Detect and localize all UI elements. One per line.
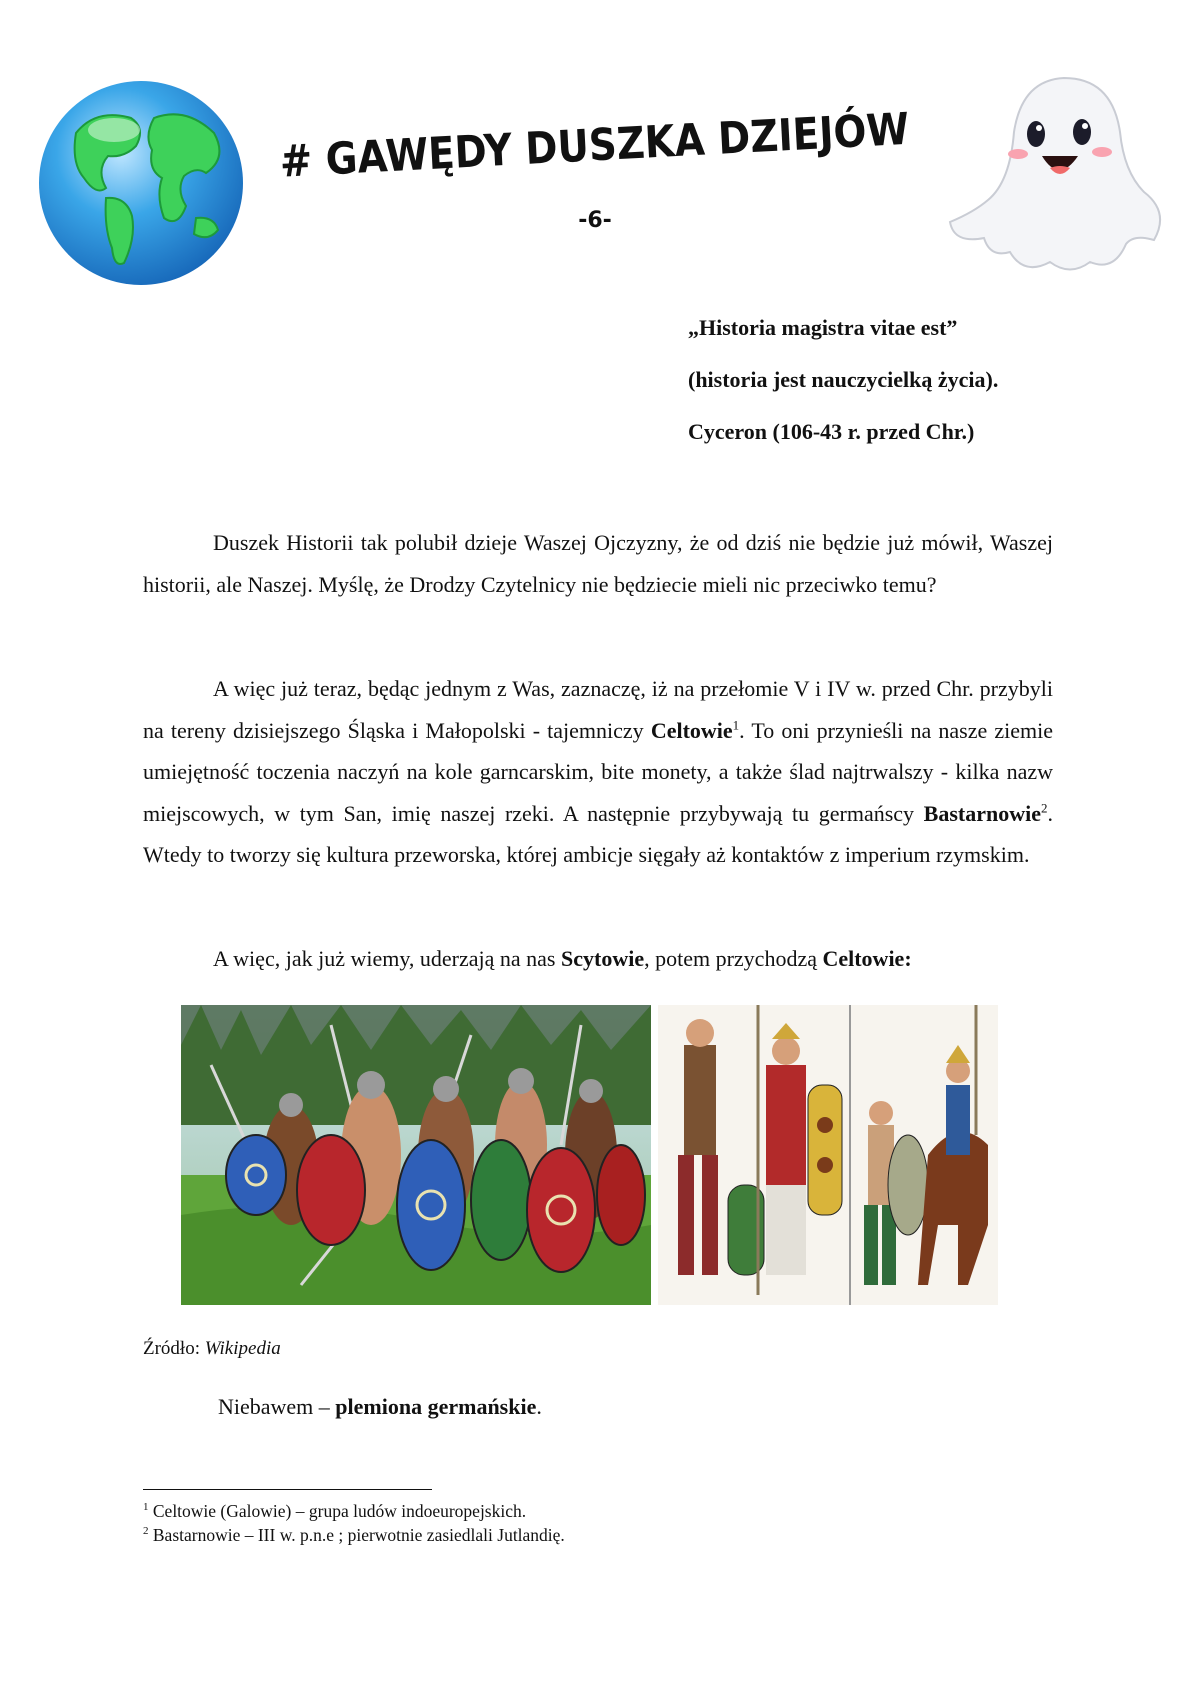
paragraph-2 [143,668,1053,876]
footnote-1 [143,1501,526,1522]
ghost-icon [944,72,1172,282]
globe-icon [36,78,246,288]
footnote-2 [143,1525,565,1546]
paragraph-1-text: Duszek Historii tak polubił dzieje Waszej Ojczyzny, że od dziś nie będzie już mówił, Waszej historii, ale Naszej. Myślę, że Drodzy Czytelnicy nie będziecie mieli nic przeciwko temu? [143,530,1053,597]
quote-line-1: „Historia magistra vitae est” [688,315,958,340]
closing-part2: . [536,1394,542,1419]
quote-author: Cyceron (106-43 r. przed Chr.) [688,419,975,444]
celtic-battle-image [181,1005,651,1305]
paragraph-3-part2: , potem przychodzą [644,946,823,971]
term-plemiona-germanskie: plemiona germańskie [335,1394,537,1419]
paragraph-2-part1: A więc już teraz, będąc jednym z Was, zaznaczę, iż na przełomie V i IV w. przed Chr. przybyli na tereny dzisiejszego Śląska i Małopolski - tajemniczy [143,676,1053,743]
closing-line [218,1394,542,1420]
quote-line-2: (historia jest nauczycielką życia). [688,367,999,392]
paragraph-2-part3: . Wtedy to tworzy się kultura przeworska, której ambicje sięgały aż kontaktów z imperium rzymskim. [143,800,1053,867]
footnote-1-number: 1 [143,1501,149,1514]
source-caption [143,1338,281,1360]
footnote-2-number: 2 [143,1525,149,1538]
celtic-warriors-image [658,1005,998,1305]
paragraph-1 [143,522,1053,605]
source-label: Źródło: [143,1338,205,1359]
svg-text:# GAWĘDY DUSZKA DZIEJÓW: # GAWĘDY DUSZKA DZIEJÓW [278,99,997,188]
page-title [278,99,997,202]
term-celtowie-2: Celtowie: [822,946,912,971]
footnote-2-text: Bastarnowie – III w. p.n.e ; pierwotnie zasiedlali Jutlandię. [148,1525,565,1545]
paragraph-2-part2: . To oni przynieśli na nasze ziemie umiejętność toczenia naczyń na kole garncarskim, bite monety, a także ślad najtrwalszy - kilka nazw miejscowych, w tym San, imię naszej rzeki. A następnie przybywają tu germańscy [143,717,1053,826]
page-number: -6- [578,208,612,233]
closing-part1: Niebawem – [218,1394,336,1419]
paragraph-3-part1: A więc, jak już wiemy, uderzają na nas [213,946,561,971]
footnote-ref-2[interactable]: 2 [1041,800,1048,816]
footnote-1-text: Celtowie (Galowie) – grupa ludów indoeuropejskich. [148,1501,527,1521]
term-bastarnowie: Bastarnowie [923,800,1041,826]
footnote-divider [143,1489,432,1490]
paragraph-3 [143,938,1053,980]
term-celtowie: Celtowie [650,717,733,743]
source-link: Wikipedia [204,1338,281,1359]
term-scytowie: Scytowie [561,946,645,971]
footnote-ref-1[interactable]: 1 [732,717,740,733]
